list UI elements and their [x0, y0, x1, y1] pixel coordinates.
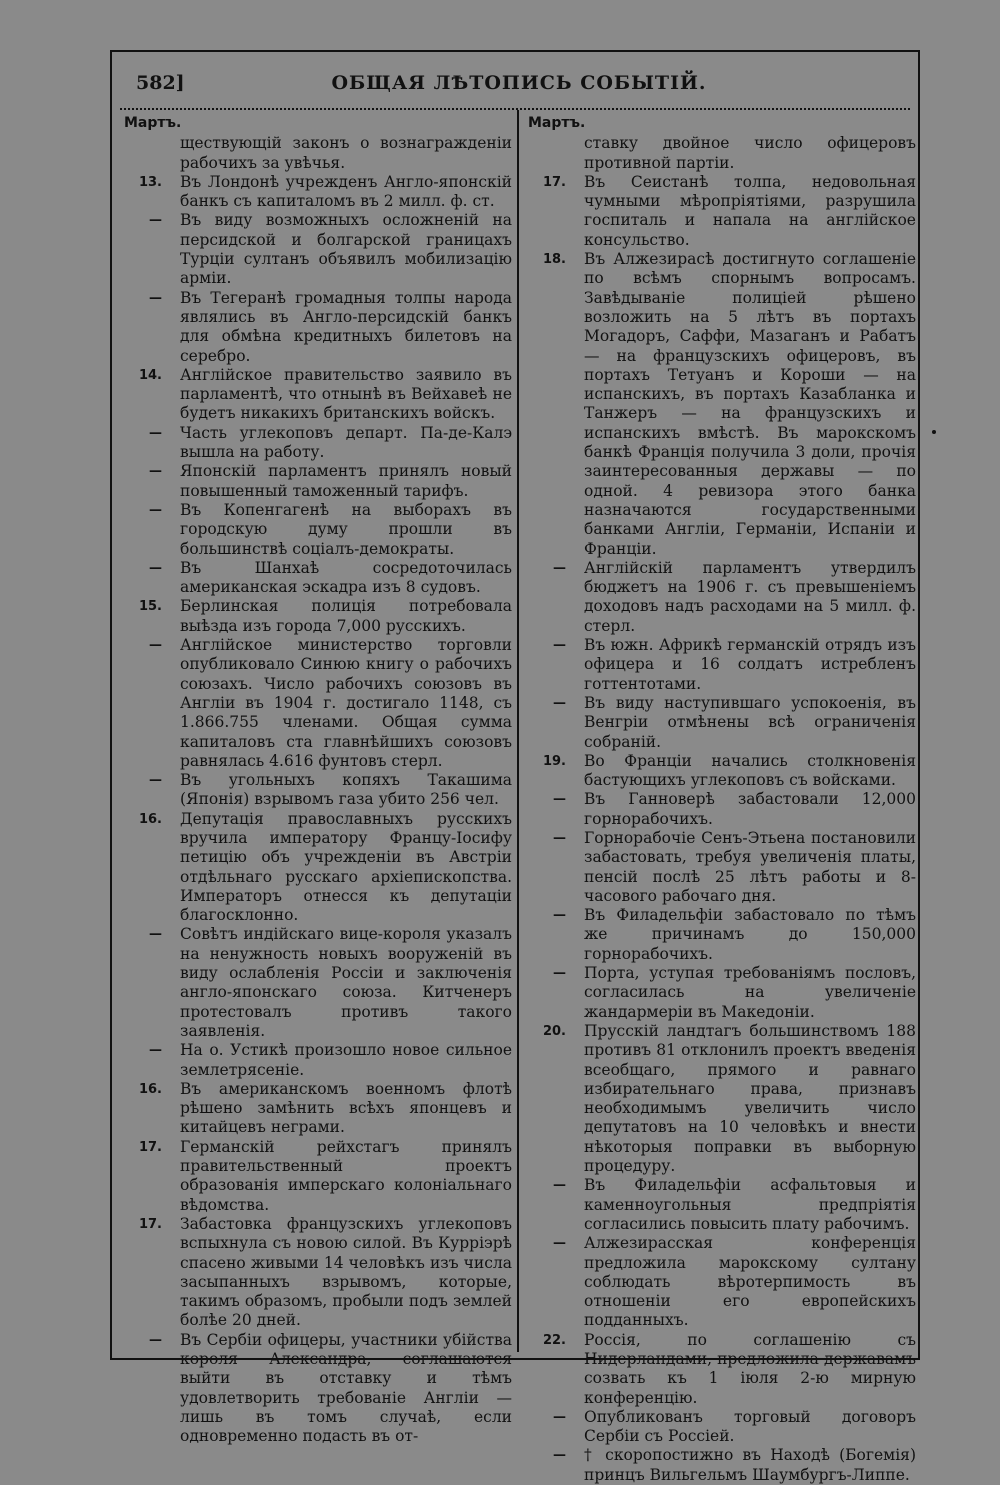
- chronicle-entry: [526, 829, 916, 906]
- entry-text: Въ Ганноверѣ забастовали 12,000 горнорабочихъ.: [584, 790, 916, 828]
- entry-date-mark: 16.: [138, 811, 162, 827]
- entry-text: Алжезирасская конференція предложила марокскому султану соблюдать вѣротерпимость въ отношеніи его европейскихъ подданныхъ.: [584, 1234, 916, 1330]
- entry-date-mark: —: [149, 502, 162, 518]
- entry-date-mark: —: [553, 560, 566, 576]
- entry-date-mark: 13.: [138, 174, 162, 190]
- chronicle-entry: [122, 1080, 512, 1138]
- entry-date-mark: 17.: [542, 174, 566, 190]
- chronicle-entry: [526, 636, 916, 694]
- chronicle-entry: [122, 501, 512, 559]
- entry-date-mark: 16.: [138, 1081, 162, 1097]
- entry-date-mark: 19.: [542, 753, 566, 769]
- entry-date-mark: —: [149, 464, 162, 480]
- entry-text: На о. Устикѣ произошло новое сильное землетрясеніе.: [180, 1041, 512, 1079]
- entry-text: Горнорабочіе Сенъ-Этьена постановили забастовать, требуя увеличенія платы, пенсій послѣ 25 лѣтъ работы и 8-часового рабочаго дня.: [584, 828, 916, 905]
- chronicle-entry: [122, 1138, 512, 1215]
- entry-text: Японскій парламентъ принялъ новый повышенный таможенный тарифъ.: [180, 462, 512, 500]
- entry-date-mark: —: [553, 695, 566, 711]
- entry-text: Въ угольныхъ копяхъ Такашима (Японія) взрывомъ газа убито 256 чел.: [180, 771, 512, 809]
- entry-text: Опубликованъ торговый договоръ Сербіи съ Россіей.: [584, 1407, 916, 1446]
- entry-text: ществующій законъ о вознагражденіи рабочихъ за увѣчья.: [180, 134, 512, 172]
- entry-text: Въ Филадельфіи асфальтовыя и каменноугольныя предпріятія согласились повысить плату рабочимъ.: [584, 1176, 916, 1233]
- entry-date-mark: 18.: [542, 252, 566, 268]
- entry-text: ставку двойное число офицеровъ противной партіи.: [584, 134, 916, 172]
- entry-date-mark: 20.: [542, 1023, 566, 1039]
- chronicle-entry: [526, 752, 916, 791]
- chronicle-entry: [122, 1215, 512, 1331]
- chronicle-entry: [526, 134, 916, 173]
- entry-text: Англійское министерство торговли опубликовало Синюю книгу о рабочихъ союзахъ. Число рабочихъ союзовъ въ Англіи въ 1904 г. достигало 1148, съ 1.866.755 членами. Общая сумма капиталовъ ста главнѣйшихъ союзовъ равнялась 4.616 фунтовъ стерл.: [180, 636, 512, 770]
- chronicle-entry: [526, 790, 916, 829]
- entry-date-mark: —: [149, 425, 162, 441]
- ink-speck: [932, 430, 936, 434]
- page-header: [136, 72, 902, 100]
- entry-date-mark: —: [553, 1448, 566, 1464]
- entry-text: Въ Филадельфіи забастовало по тѣмъ же причинамъ до 150,000 горнорабочихъ.: [584, 906, 916, 963]
- entry-date-mark: 17.: [138, 1139, 162, 1155]
- entry-text: Въ Сеистанѣ толпа, недовольная чумными мѣропріятіями, разрушила госпиталь и напала на англійское консульство.: [584, 172, 916, 249]
- chronicle-entry: [526, 1446, 916, 1485]
- entry-text: Англійскій парламентъ утвердилъ бюджетъ на 1906 г. съ превышеніемъ доходовъ надъ расходами на 5 милл. ф. стерл.: [584, 558, 916, 635]
- entry-text: Порта, уступая требованіямъ пословъ, согласилась на увеличеніе жандармеріи въ Македоніи.: [584, 964, 916, 1021]
- entry-date-mark: 17.: [138, 1216, 162, 1232]
- entry-text: Въ южн. Африкѣ германскій отрядъ изъ офицера и 16 солдатъ истребленъ готтентотами.: [584, 636, 916, 693]
- entry-date-mark: —: [149, 927, 162, 943]
- entry-date-mark: —: [149, 1332, 162, 1348]
- running-title: ОБЩАЯ ЛѢТОПИСЬ СОБЫТІЙ.: [331, 72, 707, 94]
- entry-date-mark: —: [553, 966, 566, 982]
- entry-date-mark: —: [149, 1043, 162, 1059]
- entry-text: Берлинская полиція потребовала выѣзда изъ города 7,000 русскихъ.: [180, 597, 512, 635]
- chronicle-entry: [122, 771, 512, 810]
- entry-list: [122, 134, 512, 1446]
- entry-text: Часть углекоповъ департ. Па-де-Калэ вышла на работу.: [180, 423, 512, 462]
- chronicle-entry: [526, 1022, 916, 1176]
- chronicle-entry: [122, 636, 512, 771]
- chronicle-entry: [526, 1331, 916, 1408]
- entry-text: Въ Тегеранѣ громадныя толпы народа являлись въ Англо-персидскій банкъ для обмѣна кредитныхъ билетовъ на серебро.: [180, 288, 512, 365]
- month-heading: Мартъ.: [124, 115, 182, 131]
- chronicle-entry: [526, 250, 916, 559]
- entry-text: Въ Сербіи офицеры, участники убійства короля Александра, соглашаются выйти въ отставку и тѣмъ удовлетворить требованіе Англіи — лишь въ томъ случаѣ, если одновременно подасть въ от-: [180, 1330, 512, 1446]
- entry-list: [526, 134, 916, 1485]
- chronicle-entry: [122, 925, 512, 1041]
- chronicle-entry: [122, 597, 512, 636]
- entry-date-mark: —: [553, 908, 566, 924]
- chronicle-entry: [122, 559, 512, 598]
- chronicle-entry: [122, 289, 512, 366]
- month-heading: Мартъ.: [528, 115, 586, 131]
- entry-date-mark: —: [149, 773, 162, 789]
- entry-date-mark: —: [553, 1409, 566, 1425]
- entry-text: Англійское правительство заявило въ парламентѣ, что отнынѣ въ Вейхавеѣ не будетъ никакихъ британскихъ войскъ.: [180, 365, 512, 423]
- entry-text: Въ Копенгагенѣ на выборахъ въ городскую думу прошли въ большинствѣ соціалъ-демократы.: [180, 500, 512, 558]
- entry-text: Въ Алжезирасѣ достигнуто соглашеніе по всѣмъ спорнымъ вопросамъ. Завѣдываніе полиціей рѣшено возложить на 5 лѣтъ въ портахъ Могадоръ, Саффи, Мазаганъ и Рабатъ — на французскихъ офицеровъ, въ портахъ Тетуанъ и Короши — на испанскихъ, въ портахъ Казабланка и Танжеръ — на французскихъ и испанскихъ вмѣстѣ. Въ марокскомъ банкѣ Франція получила 3 доли, прочія заинтересованныя державы — по одной. 4 ревизора этого банка назначаются государственными банками Англіи, Германіи, Испаніи и Франціи.: [584, 250, 916, 558]
- entry-date-mark: 14.: [138, 367, 162, 383]
- book-page: [110, 50, 920, 1484]
- entry-text: Въ американскомъ военномъ флотѣ рѣшено замѣнить всѣхъ японцевъ и китайцевъ неграми.: [180, 1079, 512, 1137]
- entry-text: Въ виду возможныхъ осложненій на персидской и болгарской границахъ Турціи султанъ объявилъ мобилизацію арміи.: [180, 211, 512, 288]
- chronicle-entry: [526, 559, 916, 636]
- entry-date-mark: 22.: [542, 1332, 566, 1348]
- chronicle-entry: [122, 424, 512, 463]
- entry-text: Совѣтъ индійскаго вице-короля указалъ на ненужность новыхъ вооруженій въ виду ослабленія Россіи и заключенія англо-японскаго союза. Китченеръ протестовалъ противъ такого заявленія.: [180, 925, 512, 1040]
- chronicle-entry: [526, 1234, 916, 1330]
- chronicle-entry: [526, 906, 916, 964]
- entry-text: Въ Шанхаѣ сосредоточилась американская эскадра изъ 8 судовъ.: [180, 558, 512, 597]
- entry-date-mark: —: [553, 830, 566, 846]
- chronicle-entry: [526, 1408, 916, 1447]
- chronicle-entry: [122, 366, 512, 424]
- left-column: [122, 114, 512, 1446]
- entry-date-mark: —: [553, 1178, 566, 1194]
- chronicle-entry: [122, 1041, 512, 1080]
- chronicle-entry: [122, 462, 512, 501]
- entry-date-mark: —: [553, 792, 566, 808]
- header-rule: [120, 100, 910, 110]
- chronicle-entry: [122, 173, 512, 212]
- chronicle-entry: [122, 134, 512, 173]
- entry-date-mark: —: [553, 1236, 566, 1252]
- entry-text: Забастовка французскихъ углекоповъ вспыхнула съ новою силой. Въ Курріэрѣ спасено живыми 14 человѣкъ изъ числа засыпанныхъ взрывомъ, которые, такимъ образомъ, пробыли подъ землей болѣе 20 дней.: [180, 1214, 512, 1330]
- entry-date-mark: 15.: [138, 599, 162, 615]
- entry-text: Въ Лондонѣ учрежденъ Англо-японскій банкъ съ капиталомъ въ 2 милл. ф. ст.: [180, 172, 512, 211]
- page-number: 582]: [136, 72, 185, 94]
- chronicle-entry: [122, 1331, 512, 1447]
- entry-text: Россія, по соглашенію съ Нидерландами, предложила державамъ созвать къ 1 іюля 2-ю мирную конференцію.: [584, 1330, 916, 1407]
- chronicle-entry: [526, 1176, 916, 1234]
- chronicle-entry: [526, 173, 916, 250]
- chronicle-entry: [526, 694, 916, 752]
- column-divider: [517, 110, 519, 1352]
- entry-date-mark: —: [149, 560, 162, 576]
- chronicle-entry: [122, 211, 512, 288]
- entry-text: Въ виду наступившаго успокоенія, въ Венгріи отмѣнены всѣ ограниченія собраній.: [584, 693, 916, 751]
- entry-date-mark: —: [553, 638, 566, 654]
- right-column: [526, 114, 916, 1484]
- entry-text: Германскій рейхстагъ принялъ правительственный проектъ образованія имперскаго колоніальнаго вѣдомства.: [180, 1137, 512, 1214]
- entry-text: † скоропостижно въ Находѣ (Богемія) принцъ Вильгельмъ Шаумбургъ-Липпе.: [584, 1446, 916, 1484]
- entry-text: Депутація православныхъ русскихъ вручила императору Францу-Іосифу петицію объ учрежденіи въ Австріи отдѣльнаго русскаго архіепископства. Императоръ отнесся къ депутаціи благосклонно.: [180, 809, 512, 925]
- entry-date-mark: —: [149, 213, 162, 229]
- chronicle-entry: [122, 810, 512, 926]
- chronicle-entry: [526, 964, 916, 1022]
- entry-date-mark: —: [149, 638, 162, 654]
- entry-text: Во Франціи начались столкновенія бастующихъ углекоповъ съ войсками.: [584, 751, 916, 790]
- entry-text: Прусскій ландтагъ большинствомъ 188 противъ 81 отклонилъ проектъ введенія всеобщаго, прямого и равнаго избирательнаго права, признавъ необходимымъ увеличить число депутатовъ на 10 человѣкъ и внести нѣкоторыя поправки въ выборную процедуру.: [584, 1021, 916, 1176]
- entry-date-mark: —: [149, 290, 162, 306]
